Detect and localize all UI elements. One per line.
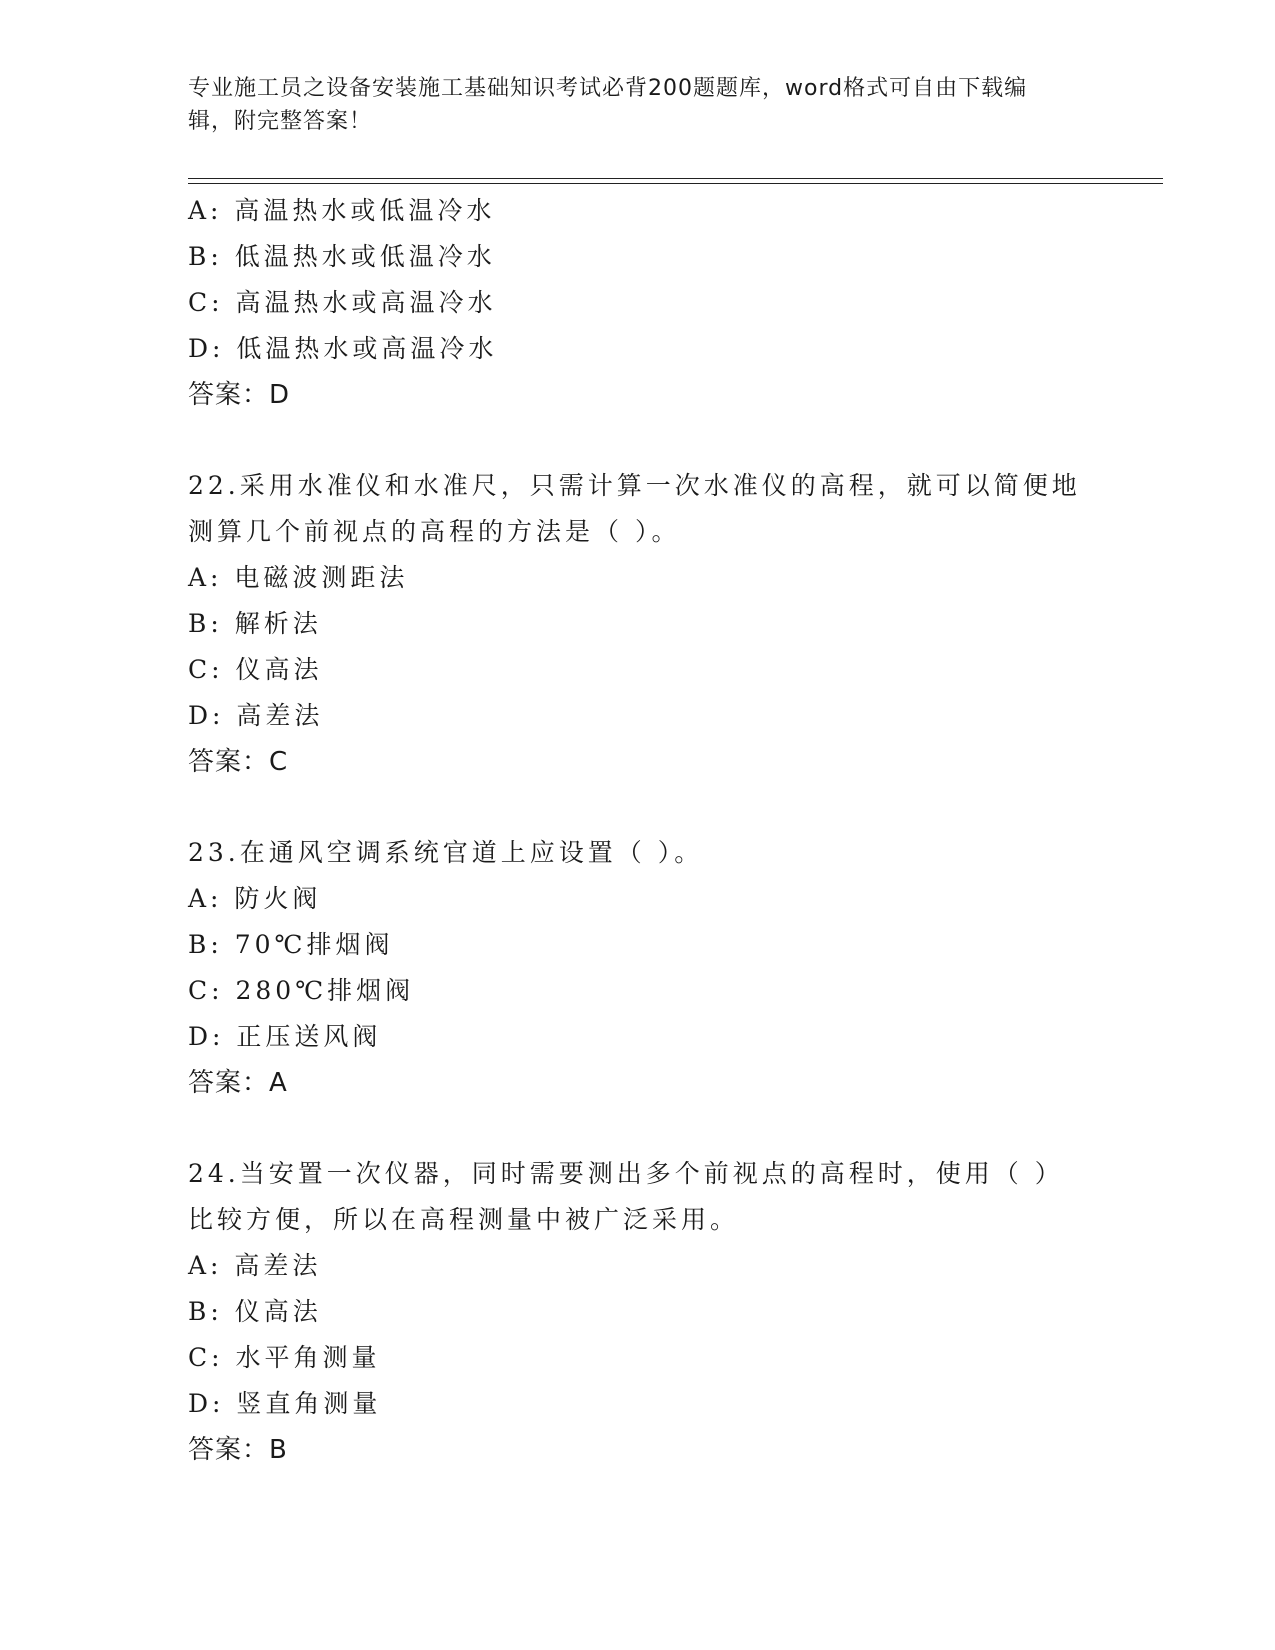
- option-d: D: 高差法: [188, 701, 324, 730]
- option-c: C: 水平角测量: [188, 1343, 381, 1372]
- document-body: [188, 188, 1088, 1473]
- option-a: A: 高差法: [188, 1251, 322, 1280]
- option-a: A: 防火阀: [188, 884, 322, 913]
- question-23: [188, 830, 1088, 1106]
- option-a: A: 高温热水或低温冷水: [188, 196, 496, 225]
- question-22: [188, 463, 1088, 785]
- option-c: C: 高温热水或高温冷水: [188, 288, 497, 317]
- option-a: A: 电磁波测距法: [188, 563, 409, 592]
- question-stem: 23.在通风空调系统官道上应设置（ ）。: [188, 838, 704, 867]
- answer-label: 答案：D: [188, 380, 291, 410]
- answer-label: 答案：C: [188, 747, 289, 777]
- answer-label: 答案：A: [188, 1068, 288, 1098]
- question-21-continued: [188, 188, 1088, 418]
- question-stem: 22.采用水准仪和水准尺，只需计算一次水准仪的高程，就可以简便地测算几个前视点的高程的方法是（ ）。: [188, 471, 1081, 546]
- option-c: C: 280℃排烟阀: [188, 976, 415, 1005]
- answer-label: 答案：B: [188, 1435, 288, 1465]
- header-divider-top: [188, 178, 1163, 179]
- option-b: B: 低温热水或低温冷水: [188, 242, 496, 271]
- question-24: [188, 1151, 1088, 1473]
- option-d: D: 正压送风阀: [188, 1022, 382, 1051]
- header-divider-bottom: [188, 183, 1163, 184]
- document-header: 专业施工员之设备安装施工基础知识考试必背200题题库，word格式可自由下载编辑，附完整答案！: [188, 76, 1028, 134]
- option-b: B: 仪高法: [188, 1297, 322, 1326]
- option-b: B: 解析法: [188, 609, 322, 638]
- question-stem: 24.当安置一次仪器，同时需要测出多个前视点的高程时，使用（ ）比较方便，所以在高程测量中被广泛采用。: [188, 1159, 1064, 1234]
- option-c: C: 仪高法: [188, 655, 323, 684]
- option-b: B: 70℃排烟阀: [188, 930, 394, 959]
- option-d: D: 竖直角测量: [188, 1389, 382, 1418]
- option-d: D: 低温热水或高温冷水: [188, 334, 498, 363]
